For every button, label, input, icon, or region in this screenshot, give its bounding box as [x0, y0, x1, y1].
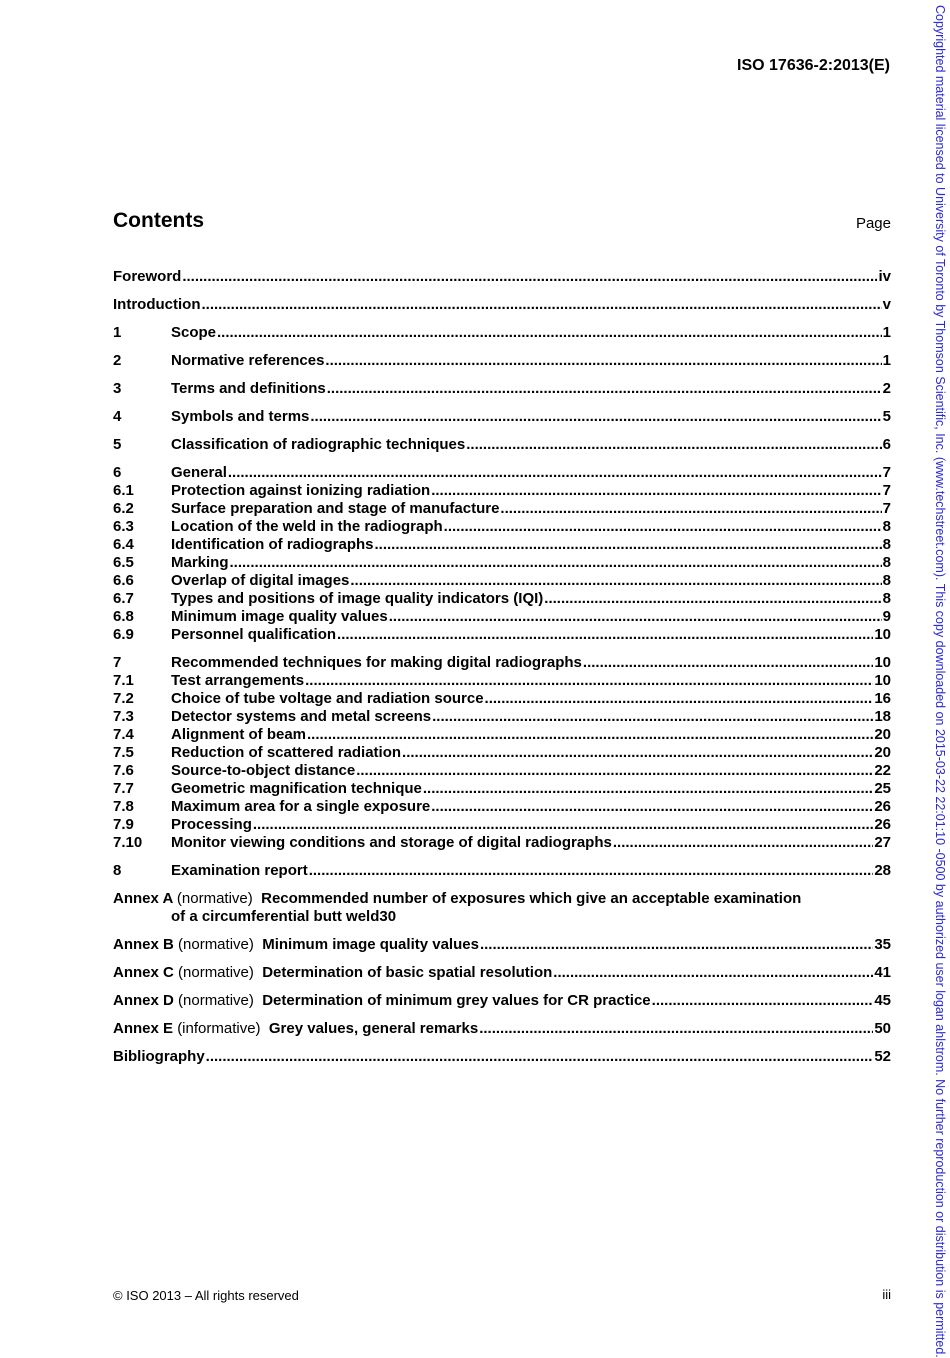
entry-title: Minimum image quality values	[171, 608, 388, 625]
toc-entry[interactable]	[113, 654, 891, 672]
page-number: 1	[882, 324, 891, 341]
entry-title: Marking	[171, 554, 229, 571]
page-number: iv	[878, 268, 891, 285]
entry-title: Monitor viewing conditions and storage of digital radiographs	[171, 834, 612, 851]
dot-leader	[423, 780, 873, 798]
dot-leader	[402, 744, 873, 762]
section-number: 7.1	[113, 672, 134, 689]
toc-entry[interactable]	[113, 296, 891, 314]
dot-leader	[309, 862, 874, 880]
entry-title: Symbols and terms	[171, 408, 310, 425]
dot-leader	[613, 834, 873, 852]
page-number: 2	[882, 380, 891, 397]
entry-title: Reduction of scattered radiation	[171, 744, 402, 761]
toc-annex-entries	[113, 936, 891, 1038]
section-number: 6.9	[113, 626, 134, 643]
section-number: 5	[113, 436, 122, 453]
section-number: 1	[113, 324, 122, 341]
toc-main-entries	[113, 268, 891, 880]
table-of-contents	[113, 268, 891, 1066]
page-number: 8	[882, 536, 891, 553]
dot-leader	[389, 608, 882, 626]
page-column-label: Page	[855, 215, 891, 232]
section-number: 7.10	[113, 834, 143, 851]
entry-title: Detector systems and metal screens	[171, 708, 432, 725]
page-number: 26	[874, 816, 891, 833]
dot-leader	[431, 798, 873, 816]
toc-entry[interactable]	[113, 834, 891, 852]
section-number: 7.3	[113, 708, 134, 725]
toc-entry[interactable]	[113, 324, 891, 342]
entry-title: Identification of radiographs	[171, 536, 374, 553]
annex-label: Annex C	[113, 964, 174, 981]
toc-entry[interactable]	[113, 464, 891, 482]
page-number: 10	[874, 626, 891, 643]
annex-type: (normative)	[176, 890, 253, 907]
dot-leader	[337, 626, 873, 644]
entry-title: Overlap of digital images	[171, 572, 350, 589]
dot-leader	[444, 518, 882, 536]
section-number: 2	[113, 352, 122, 369]
entry-title: Source-to-object distance	[171, 762, 356, 779]
entry-title: Examination report	[171, 862, 308, 879]
section-number: 7.4	[113, 726, 134, 743]
toc-entry[interactable]	[113, 862, 891, 880]
annex-label: Annex D	[113, 992, 174, 1009]
toc-entry[interactable]	[113, 672, 891, 690]
annex-title: Grey values, general remarks	[268, 1020, 479, 1037]
section-number: 6.8	[113, 608, 134, 625]
dot-leader	[480, 936, 873, 954]
section-number: 4	[113, 408, 122, 425]
section-number: 6.7	[113, 590, 134, 607]
section-number: 6.1	[113, 482, 134, 499]
page-number: 26	[874, 798, 891, 815]
toc-entry[interactable]	[113, 554, 891, 572]
dot-leader	[553, 964, 873, 982]
dot-leader	[310, 408, 881, 426]
annex-type: (informative)	[177, 1020, 261, 1037]
dot-leader	[253, 816, 873, 834]
section-number: 7.8	[113, 798, 134, 815]
page-number: 7	[882, 482, 891, 499]
entry-title: Geometric magnification technique	[171, 780, 422, 797]
section-number: 6	[113, 464, 122, 481]
page-number: 5	[882, 408, 891, 425]
dot-leader	[583, 654, 873, 672]
page-number: 7	[882, 464, 891, 481]
section-number: 7.6	[113, 762, 134, 779]
entry-title: Test arrangements	[171, 672, 305, 689]
toc-entry[interactable]	[113, 608, 891, 626]
section-number: 6.2	[113, 500, 134, 517]
annex-heading	[113, 964, 552, 982]
entry-title: Classification of radiographic techniques	[171, 436, 466, 453]
dot-leader	[206, 1048, 874, 1066]
footer-page-number: iii	[882, 1287, 891, 1302]
entry-title: General	[171, 464, 227, 481]
dot-leader	[230, 554, 882, 572]
annex-type: (normative)	[178, 936, 254, 953]
toc-entry[interactable]	[113, 408, 891, 426]
annex-heading	[113, 936, 479, 954]
page-number: 18	[874, 708, 891, 725]
dot-leader	[356, 762, 873, 780]
toc-entry[interactable]	[113, 380, 891, 398]
entry-title: Maximum area for a single exposure	[171, 798, 431, 815]
dot-leader	[182, 268, 877, 286]
toc-entry[interactable]	[113, 536, 891, 554]
page-number: 8	[882, 590, 891, 607]
entry-title: Protection against ionizing radiation	[171, 482, 431, 499]
annex-title: Recommended number of exposures which give an acceptable examination	[261, 890, 802, 907]
section-number: 7	[113, 654, 122, 671]
dot-leader	[305, 672, 873, 690]
dot-leader	[431, 482, 881, 500]
section-number: 6.6	[113, 572, 134, 589]
toc-entry-bibliography[interactable]	[113, 1048, 891, 1066]
page-number: 30	[379, 908, 397, 925]
page-number: 7	[882, 500, 891, 517]
entry-title: Personnel qualification	[171, 626, 337, 643]
annex-heading	[113, 1020, 478, 1038]
document-id: ISO 17636-2:2013(E)	[737, 57, 890, 74]
entry-title: Surface preparation and stage of manufacture	[171, 500, 500, 517]
footer-copyright: © ISO 2013 – All rights reserved	[113, 1288, 299, 1303]
entry-title: Normative references	[171, 352, 325, 369]
toc-entry[interactable]	[113, 626, 891, 644]
section-number: 6.4	[113, 536, 134, 553]
page-number: 10	[874, 672, 891, 689]
toc-entry-annex[interactable]	[113, 964, 891, 982]
entry-title: Location of the weld in the radiograph	[171, 518, 443, 535]
entry-title: Processing	[171, 816, 252, 833]
dot-leader	[228, 464, 882, 482]
toc-entry[interactable]	[113, 726, 891, 744]
toc-entry[interactable]	[113, 572, 891, 590]
toc-entry[interactable]	[113, 708, 891, 726]
page-number: 16	[874, 690, 891, 707]
entry-title: Terms and definitions	[171, 380, 326, 397]
toc-entry[interactable]	[113, 518, 891, 536]
section-number: 6.5	[113, 554, 134, 571]
section-number: 7.5	[113, 744, 134, 761]
toc-entry[interactable]	[113, 352, 891, 370]
dot-leader	[652, 992, 874, 1010]
page-number: 52	[874, 1048, 891, 1065]
page-number: 25	[874, 780, 891, 797]
page-number: v	[882, 296, 891, 313]
toc-entry[interactable]	[113, 268, 891, 286]
section-number: 7.7	[113, 780, 134, 797]
entry-title: Alignment of beam	[171, 726, 307, 743]
entry-title: Types and positions of image quality indicators (IQI)	[171, 590, 544, 607]
dot-leader	[201, 296, 881, 314]
toc-entry[interactable]	[113, 590, 891, 608]
dot-leader	[217, 324, 882, 342]
dot-leader	[479, 1020, 873, 1038]
dot-leader	[485, 690, 874, 708]
dot-leader	[432, 708, 873, 726]
toc-entry-annex[interactable]	[113, 1020, 891, 1038]
dot-leader	[325, 352, 881, 370]
toc-entry[interactable]	[113, 780, 891, 798]
entry-title: Choice of tube voltage and radiation source	[171, 690, 484, 707]
page-number: 28	[874, 862, 891, 879]
dot-leader	[327, 380, 882, 398]
section-number: 3	[113, 380, 122, 397]
page-number: 8	[882, 572, 891, 589]
entry-title: Scope	[171, 324, 217, 341]
dot-leader	[375, 536, 882, 554]
toc-entry[interactable]	[113, 482, 891, 500]
entry-title: Recommended techniques for making digital radiographs	[171, 654, 582, 671]
annex-title: Determination of basic spatial resolution	[262, 964, 553, 981]
toc-entry[interactable]	[113, 762, 891, 780]
section-number: 6.3	[113, 518, 134, 535]
page-number: 8	[882, 518, 891, 535]
page-number: 22	[874, 762, 891, 779]
page-number: 20	[874, 726, 891, 743]
page-number: 35	[874, 936, 891, 953]
dot-leader	[500, 500, 881, 518]
toc-entry[interactable]	[113, 816, 891, 834]
dot-leader	[307, 726, 873, 744]
annex-title: Minimum image quality values	[262, 936, 479, 953]
toc-entry-annex[interactable]	[113, 936, 891, 954]
contents-title: Contents	[113, 209, 204, 232]
page-number: 9	[882, 608, 891, 625]
dot-leader	[350, 572, 881, 590]
toc-entry[interactable]	[113, 798, 891, 816]
entry-title: Introduction	[113, 296, 201, 313]
page-number: 1	[882, 352, 891, 369]
toc-entry[interactable]	[113, 500, 891, 518]
toc-entry[interactable]	[113, 436, 891, 454]
toc-entry[interactable]	[113, 744, 891, 762]
toc-entry-annex[interactable]	[113, 992, 891, 1010]
side-copyright-notice: Copyrighted material licensed to University of Toronto by Thomson Scientific, Inc. (www.techstreet.com). This copy downloaded on 2015-03-22 22:01:10 -0500 by authorized user logan ahlstrom. No further reproduction or distribution is permitted.	[933, 5, 947, 1358]
annex-type: (normative)	[178, 992, 254, 1009]
annex-type: (normative)	[178, 964, 254, 981]
page-number: 10	[874, 654, 891, 671]
section-number: 7.9	[113, 816, 134, 833]
page-number: 27	[874, 834, 891, 851]
page-number: 20	[874, 744, 891, 761]
entry-title: Bibliography	[113, 1048, 205, 1065]
annex-label: Annex A	[113, 890, 173, 907]
annex-label: Annex B	[113, 936, 174, 953]
page-number: 41	[874, 964, 891, 981]
page-number: 50	[874, 1020, 891, 1037]
toc-entry-annex-a[interactable]	[113, 890, 891, 926]
annex-title-continued: of a circumferential butt weld	[171, 908, 380, 925]
section-number: 8	[113, 862, 122, 879]
page-number: 6	[882, 436, 891, 453]
dot-leader	[544, 590, 881, 608]
dot-leader	[466, 436, 881, 454]
annex-label: Annex E	[113, 1020, 174, 1037]
section-number: 7.2	[113, 690, 134, 707]
entry-title: Foreword	[113, 268, 182, 285]
page-number: 45	[874, 992, 891, 1009]
annex-heading	[113, 992, 651, 1010]
page-number: 8	[882, 554, 891, 571]
toc-entry[interactable]	[113, 690, 891, 708]
annex-title: Determination of minimum grey values for CR practice	[262, 992, 651, 1009]
